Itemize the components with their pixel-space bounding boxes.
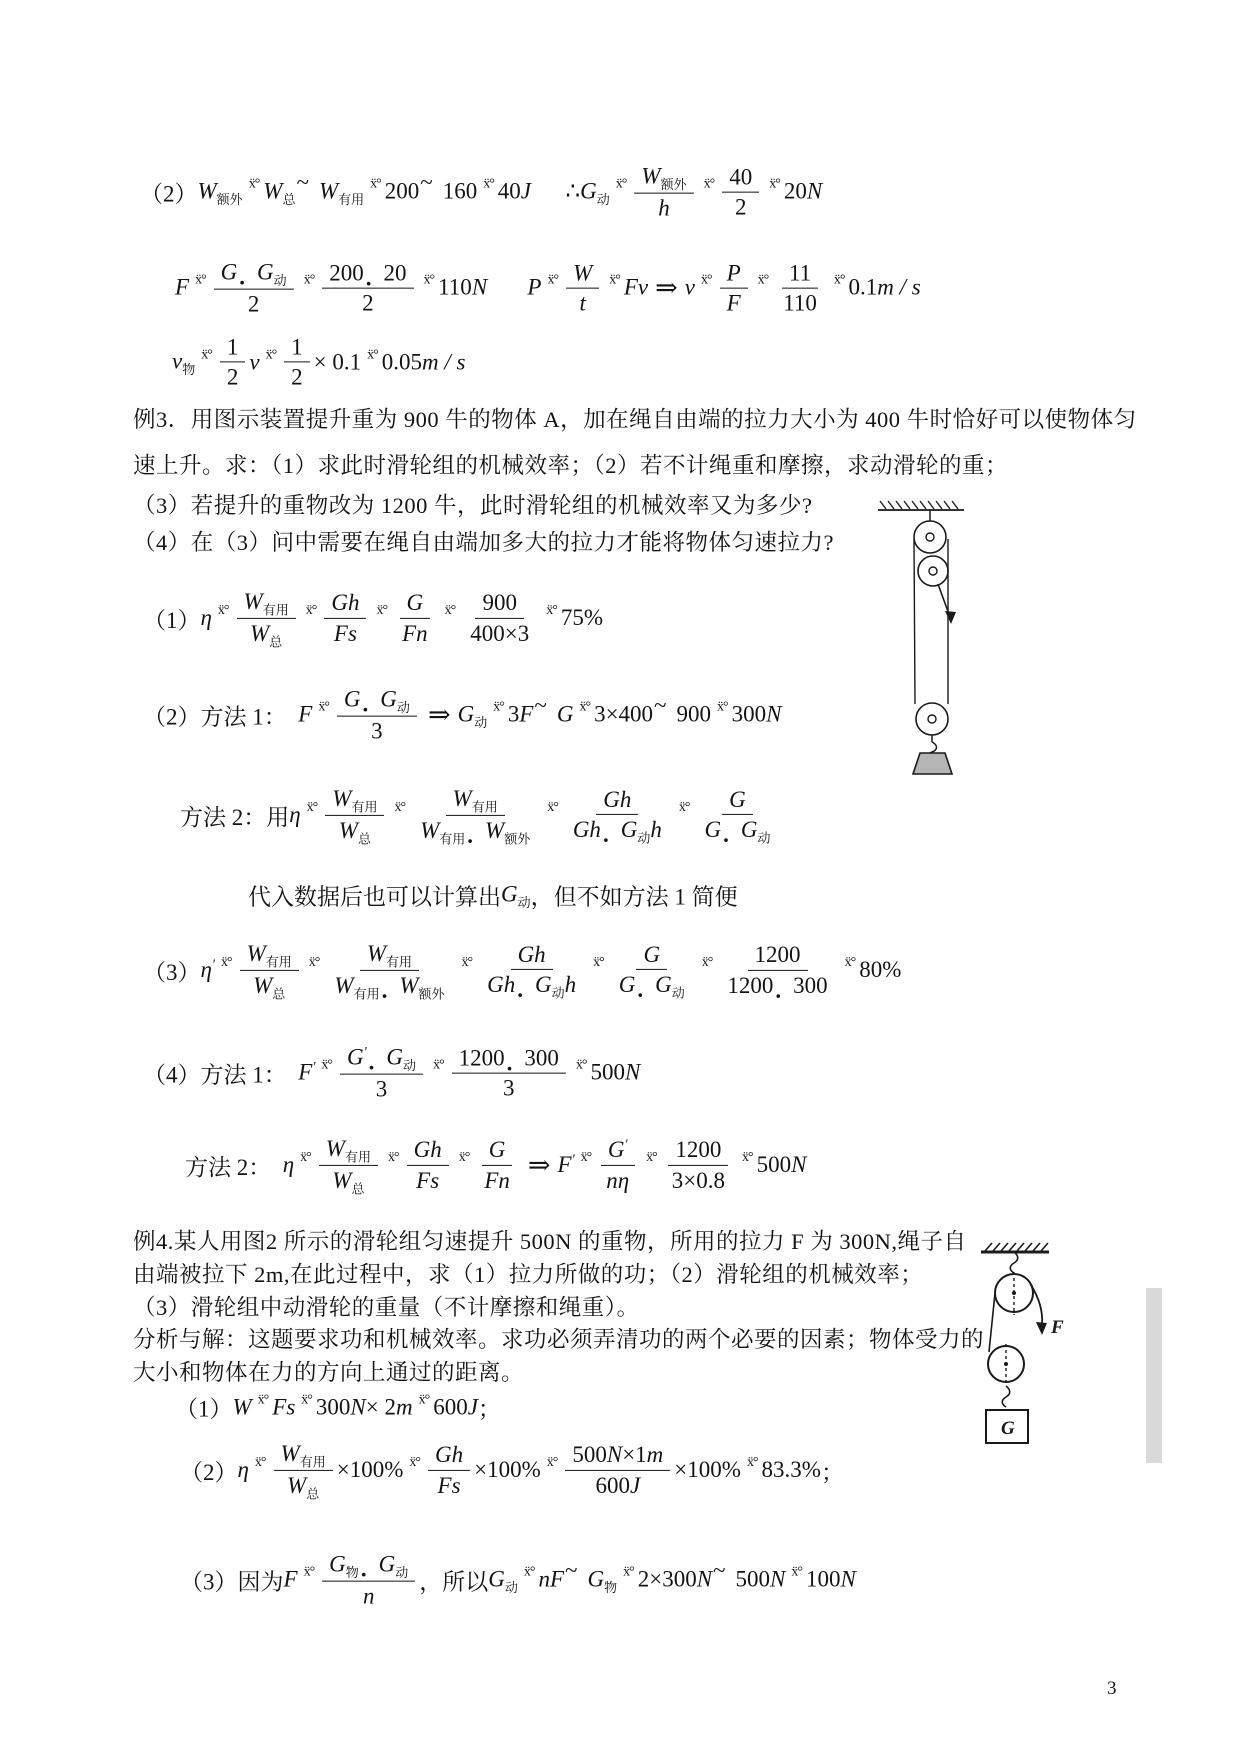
rope-left xyxy=(989,1293,995,1352)
hanger-link xyxy=(1010,1252,1018,1273)
paragraph-line: 例3．用图示装置提升重为 900 牛的物体 A，加在绳自由端的拉力大小为 400 牛时恰好可以使物体匀 xyxy=(133,407,1137,432)
equation-line: （3）因为 F ẍ° $G_物$ . $G_动$ n ，所以 $G_动$ ẍ° nF ~ $G_物$ ẍ° 2×300 N ~ 500 N ẍ° 100 N xyxy=(180,1551,856,1609)
paragraph-line: （3）滑轮组中动滑轮的重量（不计摩擦和绳重）。 xyxy=(133,1295,640,1320)
equation-line: 方法 2：用 η ẍ° $\frac{W_{有用}}{W_总}$ ẍ° $W_{有用}$ $W_{有用}$ . $W_{额外}$ ẍ° Gh Gh . $G_动$ h ẍ° G G . $G_动$ xyxy=(180,785,771,848)
paragraph-line: 大小和物体在力的方向上通过的距离。 xyxy=(133,1360,525,1385)
equation-note: 代入数据后也可以计算出 $G_动$ ，但不如方法 1 简便 xyxy=(248,881,738,910)
ceiling-hatch xyxy=(985,1243,1048,1251)
pull-arrow-icon xyxy=(1036,1322,1047,1335)
paragraph-line: 由端被拉下 2m,在此过程中，求（1）拉力所做的功；（2）滑轮组的机械效率； xyxy=(133,1262,924,1287)
equation-line: （4）方法 1： F′ ẍ° G′ . $G_动$ 3 ẍ° 1200 . 300 3 ẍ° 500 N xyxy=(143,1044,641,1102)
fixed-pulley-top xyxy=(914,521,946,553)
paragraph-line: 速上升。求：（1）求此时滑轮组的机械效率；（2）若不计绳重和摩擦，求动滑轮的重； xyxy=(133,453,1009,478)
paragraph-line: （4）在（3）问中需要在绳自由端加多大的拉力才能将物体匀速拉力? xyxy=(133,530,834,555)
ceiling-hatch xyxy=(880,501,958,509)
equation-line: （3） η′ ẍ° $\frac{W_{有用}}{W_总}$ ẍ° $W_{有用}$ $W_{有用}$ . $W_{额外}$ ẍ° Gh Gh . $G_动$ h ẍ° G G . $G_动$ ẍ° 1200 1200 . 300 ẍ° 80% xyxy=(143,940,902,1003)
weight-block xyxy=(913,753,952,774)
paragraph-line: 例4.某人用图2 所示的滑轮组匀速提升 500N 的重物，所用的拉力 F 为 300N,绳子自 xyxy=(133,1229,967,1254)
weight-label: G xyxy=(1001,1418,1015,1439)
scan-artifact-strip xyxy=(1146,1288,1162,1463)
hook-link xyxy=(1002,1386,1010,1407)
equation-line: （1） W ẍ° Fs ẍ° 300 N × 2 m ẍ° 600 J ； xyxy=(175,1392,501,1422)
pulley-figure-example4 xyxy=(975,1240,1100,1475)
pulley-diagram-2 xyxy=(975,1240,1100,1475)
page-number: 3 xyxy=(1107,1678,1117,1699)
equation-line: $v_物$ ẍ° $\frac{1}{2}$ v ẍ° $\frac{1}{2}$ × 0.1 ẍ° 0.05 m / s xyxy=(172,334,466,390)
equation-line: 方法 2： η ẍ° $\frac{W_{有用}}{W_总}$ ẍ° $\frac{Gh}{Fs}$ ẍ° $\frac{G}{Fn}$ ⇒ F′ ẍ° $\frac{G'}{n\eta}$ ẍ° $\frac{1200}{3\times 0.8}$ ẍ° 500 N xyxy=(185,1135,807,1197)
equation-line: F ẍ° G . $G_动$ 2 ẍ° 200 . 20 2 ẍ° 110 N P ẍ° $\frac{W}{t}$ ẍ° Fv ⇒ v ẍ° $\frac{P}{F}$ ẍ° $\frac{11}{110}$ ẍ° 0.1 m / s xyxy=(175,259,921,317)
rope-left xyxy=(914,539,915,704)
equation-line: （2）方法 1： F ẍ° G . $G_动$ 3 ⇒ $G_动$ ẍ° 3 F ~ G ẍ° 3×400 ~ 900 ẍ° 300 N xyxy=(143,686,782,744)
pulley-diagram xyxy=(868,498,968,776)
fixed-pulley-lower xyxy=(918,556,948,586)
pulley-figure-example3 xyxy=(868,498,968,776)
equation-line: （2） η ẍ° $\frac{W_{有用}}{W_总}$ ×100% ẍ° $\frac{Gh}{Fs}$ ×100% ẍ° 500 N ×1 m 600 J ×100% ẍ° 83.3% ； xyxy=(180,1440,844,1502)
equation-line: （2） $W_{额外}$ ẍ° $W_总$ ~ $W_{有用}$ ẍ° 200 ~ 160 ẍ° 40 J ∴ $G_动$ ẍ° $\frac{W_{额外}}{h}$ ẍ° $\frac{40}{2}$ ẍ° 20 N xyxy=(140,163,823,221)
movable-pulley xyxy=(916,703,948,735)
paragraph-line: 分析与解：这题要求功和机械效率。求功必须弄清功的两个必要的因素；物体受力的 xyxy=(133,1327,985,1352)
force-label: F xyxy=(1051,1317,1064,1338)
equation-line: （1） η ẍ° $\frac{W_{有用}}{W_总}$ ẍ° $\frac{Gh}{Fs}$ ẍ° $\frac{G}{Fn}$ ẍ° $\frac{900}{400\times 3}$ ẍ° 75% xyxy=(143,588,603,650)
pull-arrow-icon xyxy=(945,611,956,624)
paragraph-line: （3）若提升的重物改为 1200 牛，此时滑轮组的机械效率又为多少? xyxy=(133,493,813,518)
